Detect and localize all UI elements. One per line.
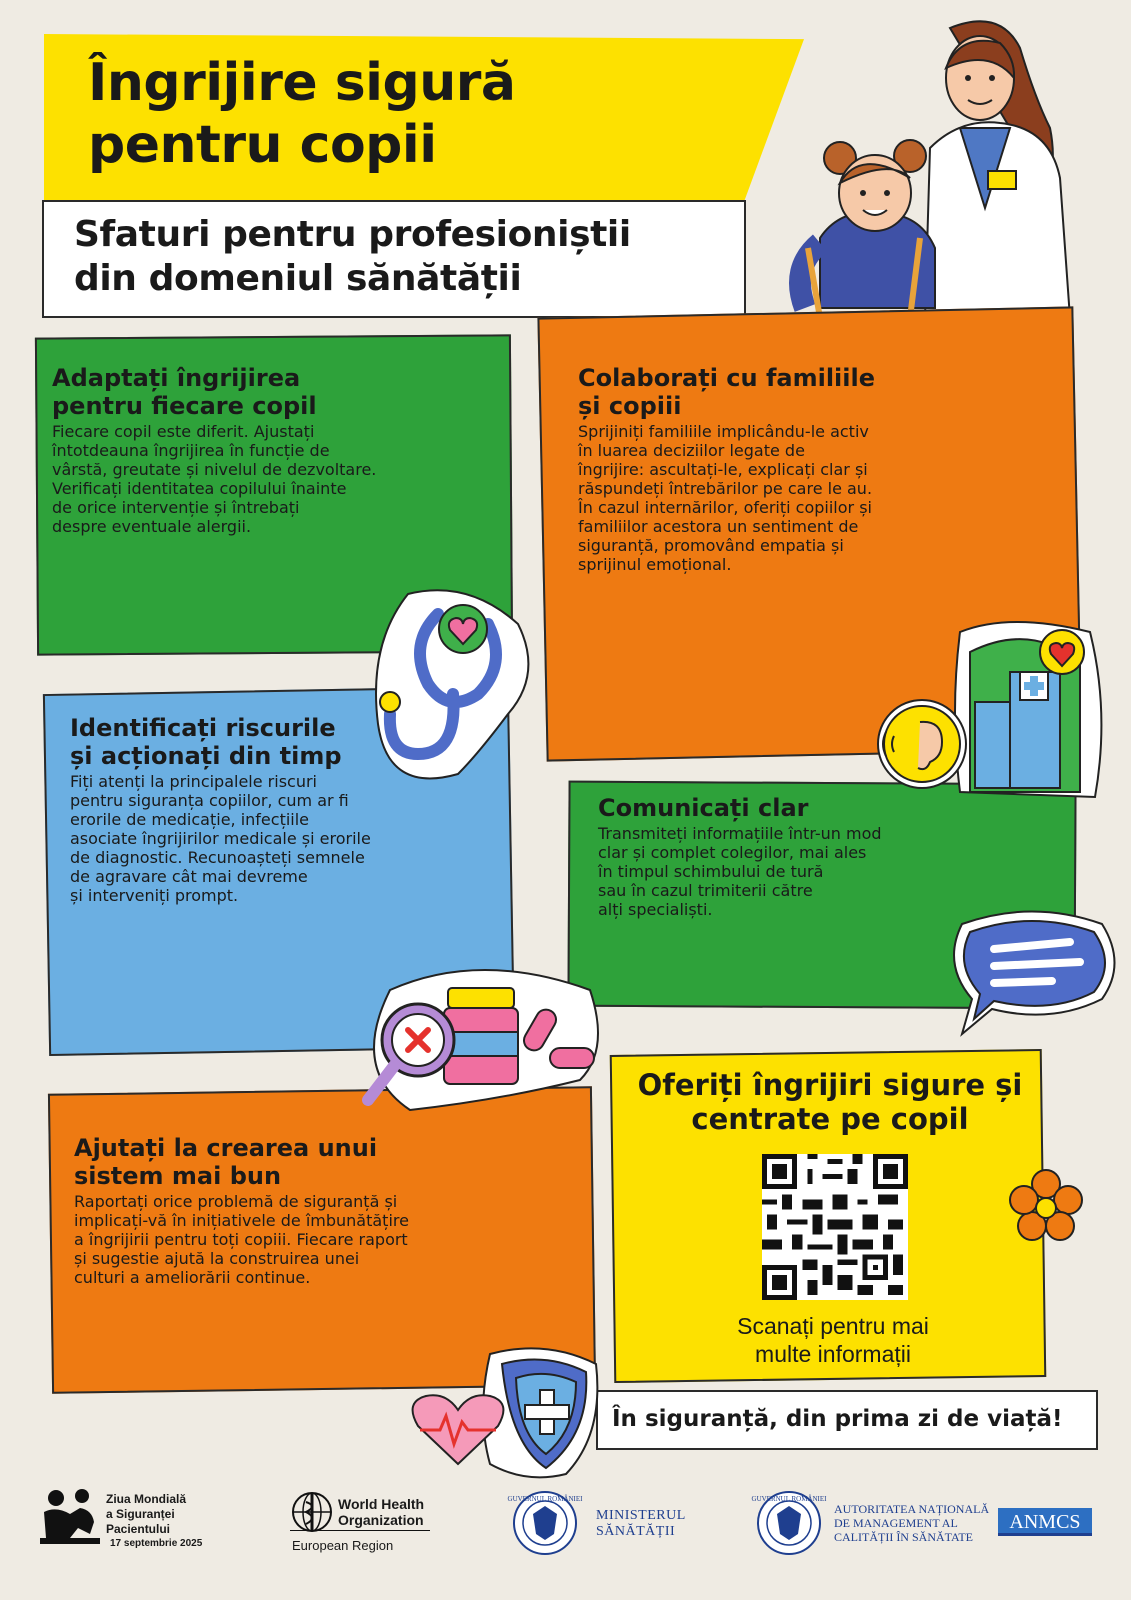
title-line: Îngrijire sigură bbox=[88, 53, 516, 113]
government-seal-icon-ministry bbox=[507, 1490, 583, 1556]
body-line: erorile de medicație, infecțiile bbox=[70, 810, 310, 829]
footer-line: MINISTERUL bbox=[596, 1508, 686, 1523]
footer-line: Ziua Mondială bbox=[106, 1492, 187, 1506]
body-line: în timpul schimbului de tură bbox=[598, 862, 824, 881]
body-line: îngrijire: ascultați-le, explicați clar și bbox=[578, 460, 868, 479]
page-title bbox=[88, 52, 515, 176]
anmcs-logo: ANMCS bbox=[998, 1508, 1092, 1536]
title-line: Colaborați cu familiile bbox=[578, 364, 875, 392]
body-line: vârstă, greutate și nivelul de dezvoltare. bbox=[52, 460, 377, 479]
panel-body bbox=[70, 772, 510, 905]
body-line: sprijinul emoțional. bbox=[578, 555, 732, 574]
body-line: întotdeauna îngrijirea în funcție de bbox=[52, 441, 330, 460]
panel-communicate-content bbox=[598, 794, 1068, 919]
title-line: centrate pe copil bbox=[691, 1102, 969, 1136]
footer-line: a Siguranței bbox=[106, 1507, 175, 1521]
body-line: implicați-vă în inițiativele de îmbunătățire bbox=[74, 1211, 409, 1230]
medication-magnifier-icon bbox=[350, 960, 606, 1130]
body-line: asociate îngrijirilor medicale și erorile bbox=[70, 829, 371, 848]
body-line: răspundeți întrebărilor pe care le au. bbox=[578, 479, 873, 498]
stethoscope-icon bbox=[368, 584, 548, 784]
hospital-icon bbox=[870, 612, 1106, 802]
body-line: culturi a ameliorării continue. bbox=[74, 1268, 311, 1287]
anmcs-text bbox=[834, 1502, 989, 1544]
body-line: Raportați orice problemă de siguranță și bbox=[74, 1192, 398, 1211]
patient-safety-day-logo-icon bbox=[40, 1488, 100, 1546]
body-line: de diagnostic. Recunoașteți semnele bbox=[70, 848, 365, 867]
footer-line: SĂNĂTĂȚII bbox=[596, 1524, 676, 1539]
subtitle-line: din domeniul sănătății bbox=[74, 258, 522, 299]
panel-title bbox=[52, 364, 502, 420]
body-line: Verificați identitatea copilului înainte bbox=[52, 479, 347, 498]
body-line: În cazul internărilor, oferiți copiilor și bbox=[578, 498, 872, 517]
patient-safety-day-text bbox=[106, 1492, 186, 1537]
title-line: pentru copii bbox=[88, 115, 437, 175]
body-line: și sugestie ajută la construirea unei bbox=[74, 1249, 360, 1268]
title-line: Oferiți îngrijiri sigure și bbox=[637, 1068, 1023, 1102]
subtitle-line: Sfaturi pentru profesioniștii bbox=[74, 214, 631, 255]
page-subtitle bbox=[74, 213, 631, 301]
who-text bbox=[338, 1496, 424, 1528]
heart-shield-icon bbox=[406, 1344, 606, 1484]
panel-body bbox=[52, 422, 502, 536]
caption-line: multe informații bbox=[755, 1341, 911, 1367]
title-line: sistem mai bun bbox=[74, 1162, 282, 1190]
seal-text: GUVERNUL ROMÂNIEI bbox=[507, 1495, 583, 1503]
qr-caption bbox=[668, 1312, 998, 1368]
panel-title bbox=[578, 364, 1068, 420]
body-line: pentru siguranța copiilor, cum ar fi bbox=[70, 791, 349, 810]
caption-line: Scanați pentru mai bbox=[737, 1313, 929, 1339]
body-line: în luarea deciziilor legate de bbox=[578, 441, 805, 460]
title-line: Ajutați la crearea unui bbox=[74, 1134, 378, 1162]
patient-safety-day-date: 17 septembrie 2025 bbox=[110, 1538, 203, 1549]
flower-icon bbox=[1008, 1168, 1084, 1244]
panel-better-system-content bbox=[74, 1134, 594, 1287]
panel-collaborate-content bbox=[578, 364, 1068, 574]
ministry-text bbox=[596, 1508, 686, 1540]
body-line: Transmiteți informațiile într-un mod bbox=[598, 824, 882, 843]
tagline: În siguranță, din prima zi de viață! bbox=[612, 1406, 1063, 1432]
title-line: și acționați din timp bbox=[70, 742, 342, 770]
who-emblem-icon bbox=[290, 1490, 334, 1534]
doctor-child-illustration bbox=[760, 8, 1080, 328]
body-line: familiilor acestora un sentiment de bbox=[578, 517, 859, 536]
body-line: alți specialiști. bbox=[598, 900, 713, 919]
qr-panel-title bbox=[622, 1068, 1038, 1136]
body-line: sau în cazul trimiterii către bbox=[598, 881, 813, 900]
title-line: pentru fiecare copil bbox=[52, 392, 317, 420]
qr-code[interactable] bbox=[762, 1154, 908, 1300]
body-line: de agravare cât mai devreme bbox=[70, 867, 308, 886]
panel-title bbox=[74, 1134, 594, 1190]
body-line: și interveniți prompt. bbox=[70, 886, 239, 905]
footer-line: Pacientului bbox=[106, 1522, 171, 1536]
title-line: Comunicați clar bbox=[598, 794, 809, 822]
body-line: Fiți atenți la principalele riscuri bbox=[70, 772, 317, 791]
panel-body bbox=[74, 1192, 594, 1287]
body-line: Fiecare copil este diferit. Ajustați bbox=[52, 422, 315, 441]
government-seal-icon-anmcs bbox=[751, 1490, 827, 1556]
footer-line: World Health bbox=[338, 1496, 425, 1512]
body-line: Sprijiniți familiile implicându-le activ bbox=[578, 422, 869, 441]
footer-line: DE MANAGEMENT AL bbox=[834, 1516, 958, 1530]
body-line: de orice intervenție și întrebați bbox=[52, 498, 300, 517]
title-line: și copiii bbox=[578, 392, 682, 420]
chat-bubble-icon bbox=[942, 904, 1122, 1040]
who-region: European Region bbox=[292, 1538, 394, 1553]
seal-text: GUVERNUL ROMÂNIEI bbox=[751, 1495, 827, 1503]
footer-line: CALITĂȚII ÎN SĂNĂTATE bbox=[834, 1530, 974, 1544]
footer-line: Organization bbox=[338, 1512, 424, 1528]
panel-body bbox=[578, 422, 1068, 574]
body-line: siguranță, promovând empatia și bbox=[578, 536, 844, 555]
body-line: despre eventuale alergii. bbox=[52, 517, 252, 536]
body-line: clar și complet colegilor, mai ales bbox=[598, 843, 867, 862]
who-divider bbox=[290, 1530, 430, 1531]
panel-adapt-care-content bbox=[52, 364, 502, 536]
body-line: a îngrijirii pentru toți copiii. Fiecare raport bbox=[74, 1230, 408, 1249]
title-line: Adaptați îngrijirea bbox=[52, 364, 301, 392]
footer-line: AUTORITATEA NAȚIONALĂ bbox=[834, 1502, 990, 1516]
title-line: Identificați riscurile bbox=[70, 714, 336, 742]
